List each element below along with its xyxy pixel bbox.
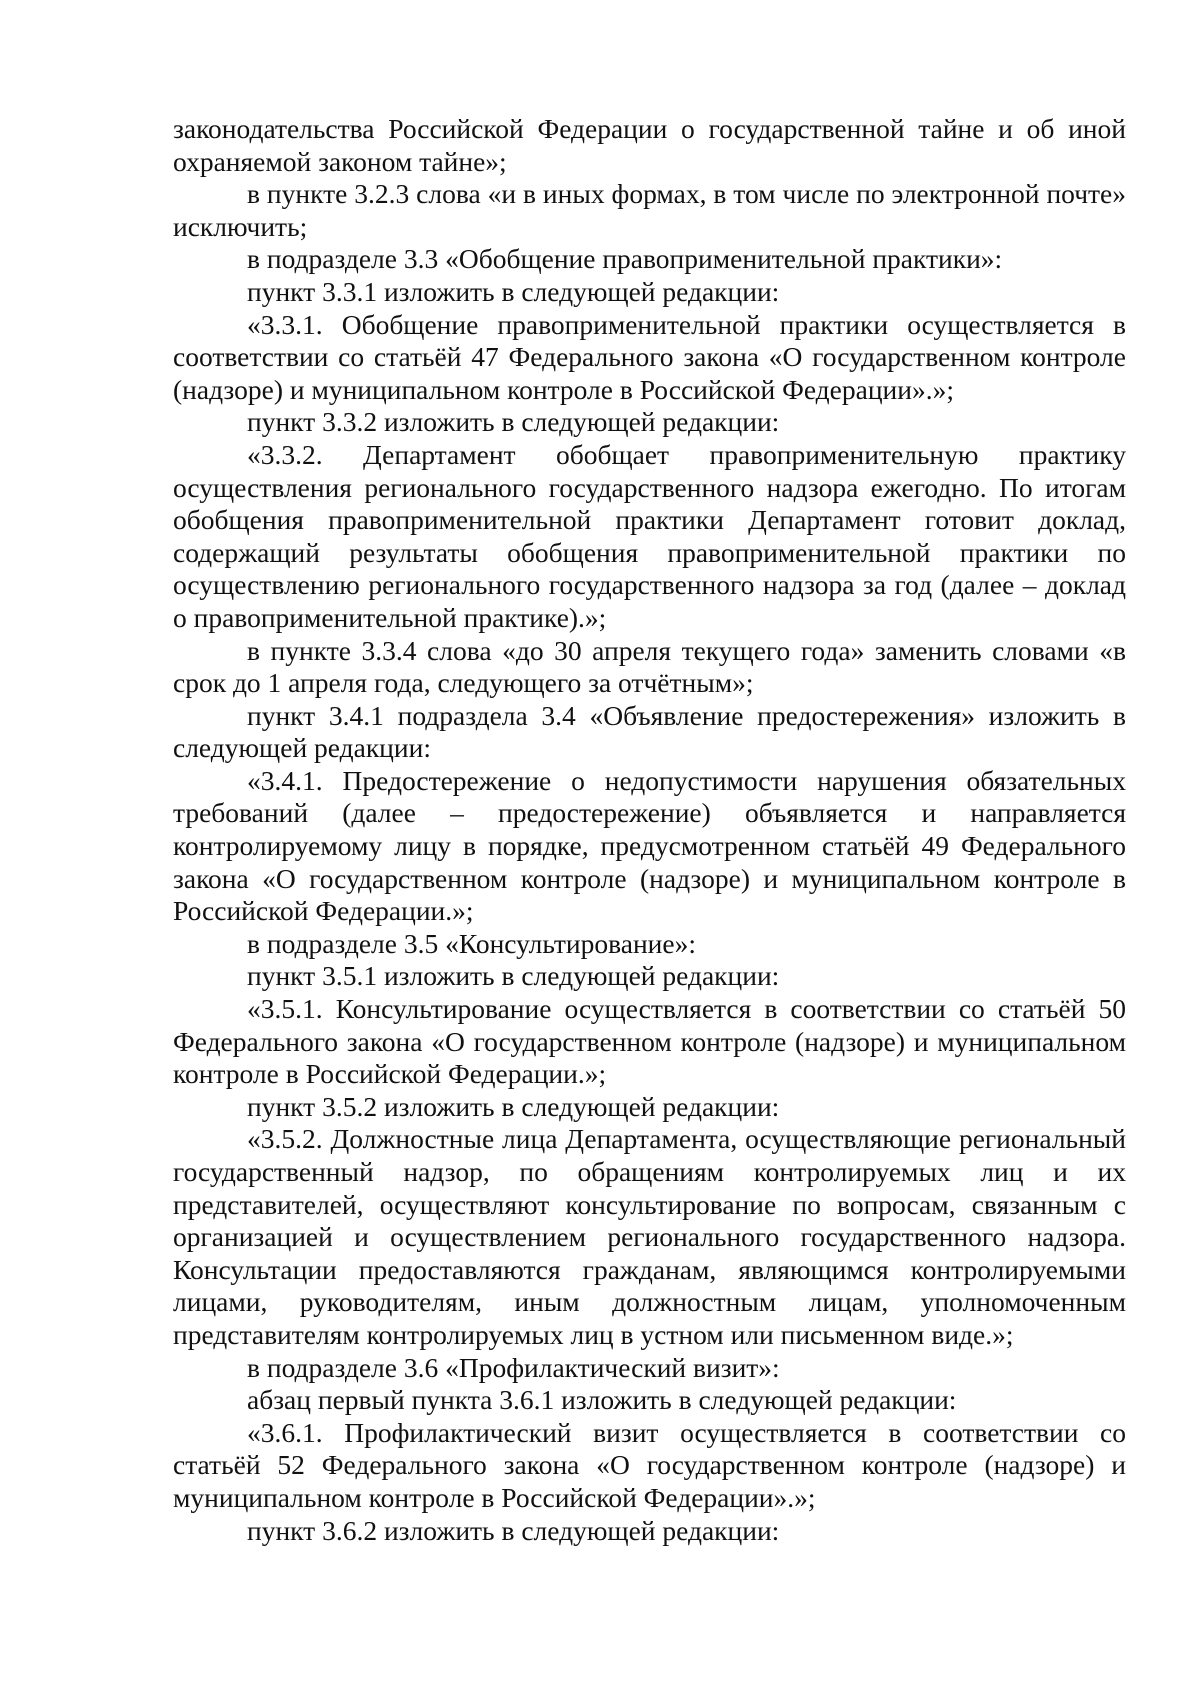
paragraph: «3.6.1. Профилактический визит осуществляется в соответствии со статьёй 52 Федерального закона «О государственном контроле (надзоре) и муниципальном контроле в Российской Федерации».»; xyxy=(173,1416,1126,1513)
paragraph: пункт 3.5.1 изложить в следующей редакции: xyxy=(247,960,780,992)
paragraph: «3.5.1. Консультирование осуществляется в соответствии со статьёй 50 Федерального закона «О государственном контроле (надзоре) и муниципальном контроле в Российской Федерации.»; xyxy=(173,993,1126,1090)
paragraph: «3.4.1. Предостережение о недопустимости нарушения обязательных требований (далее – предостережение) объявляется и направляется контролируемому лицу в порядке, предусмотренном статьёй 49 Федерального закона «О государственном контроле (надзоре) и муниципальном контроле в Российской Федерации.»; xyxy=(173,764,1126,927)
paragraph: законодательства Российской Федерации о государственной тайне и об иной охраняемой законом тайне»; xyxy=(173,113,1126,177)
paragraph: в подразделе 3.5 «Консультирование»: xyxy=(247,927,696,959)
paragraph: в подразделе 3.3 «Обобщение правоприменительной практики»: xyxy=(247,243,1003,275)
paragraph: «3.5.2. Должностные лица Департамента, осуществляющие региональный государственный надзор, по обращениям контролируемых лиц и их представителей, осуществляют консультирование по вопросам, связанным с организацией и осуществлением регионального государственного надзора. Консультации предоставляются гражданам, являющимся контролируемыми лицами, руководителям, иным должностным лицам, уполномоченным представителям контролируемых лиц в устном или письменном виде.»; xyxy=(173,1123,1126,1350)
paragraph: в пункте 3.2.3 слова «и в иных формах, в том числе по электронной почте» исключить; xyxy=(173,178,1126,242)
document-body xyxy=(173,113,1126,1547)
paragraph: «3.3.1. Обобщение правоприменительной практики осуществляется в соответствии со статьёй 47 Федерального закона «О государственном контроле (надзоре) и муниципальном контроле в Российской Федерации».»; xyxy=(173,308,1126,405)
paragraph: в подразделе 3.6 «Профилактический визит»: xyxy=(247,1351,780,1383)
paragraph: пункт 3.4.1 подраздела 3.4 «Объявление предостережения» изложить в следующей редакции: xyxy=(173,699,1126,764)
paragraph: пункт 3.6.2 изложить в следующей редакции: xyxy=(247,1514,780,1546)
paragraph: пункт 3.3.2 изложить в следующей редакции: xyxy=(247,406,780,438)
paragraph: пункт 3.3.1 изложить в следующей редакции: xyxy=(247,275,780,307)
paragraph: в пункте 3.3.4 слова «до 30 апреля текущего года» заменить словами «в срок до 1 апреля года, следующего за отчётным»; xyxy=(173,634,1126,699)
paragraph: пункт 3.5.2 изложить в следующей редакции: xyxy=(247,1090,780,1122)
paragraph: абзац первый пункта 3.6.1 изложить в следующей редакции: xyxy=(247,1384,957,1416)
paragraph: «3.3.2. Департамент обобщает правоприменительную практику осуществления регионального государственного надзора ежегодно. По итогам обобщения правоприменительной практики Департамент готовит доклад, содержащий результаты обобщения правоприменительной практики по осуществлению регионального государственного надзора за год (далее – доклад о правоприменительной практике).»; xyxy=(173,438,1126,633)
